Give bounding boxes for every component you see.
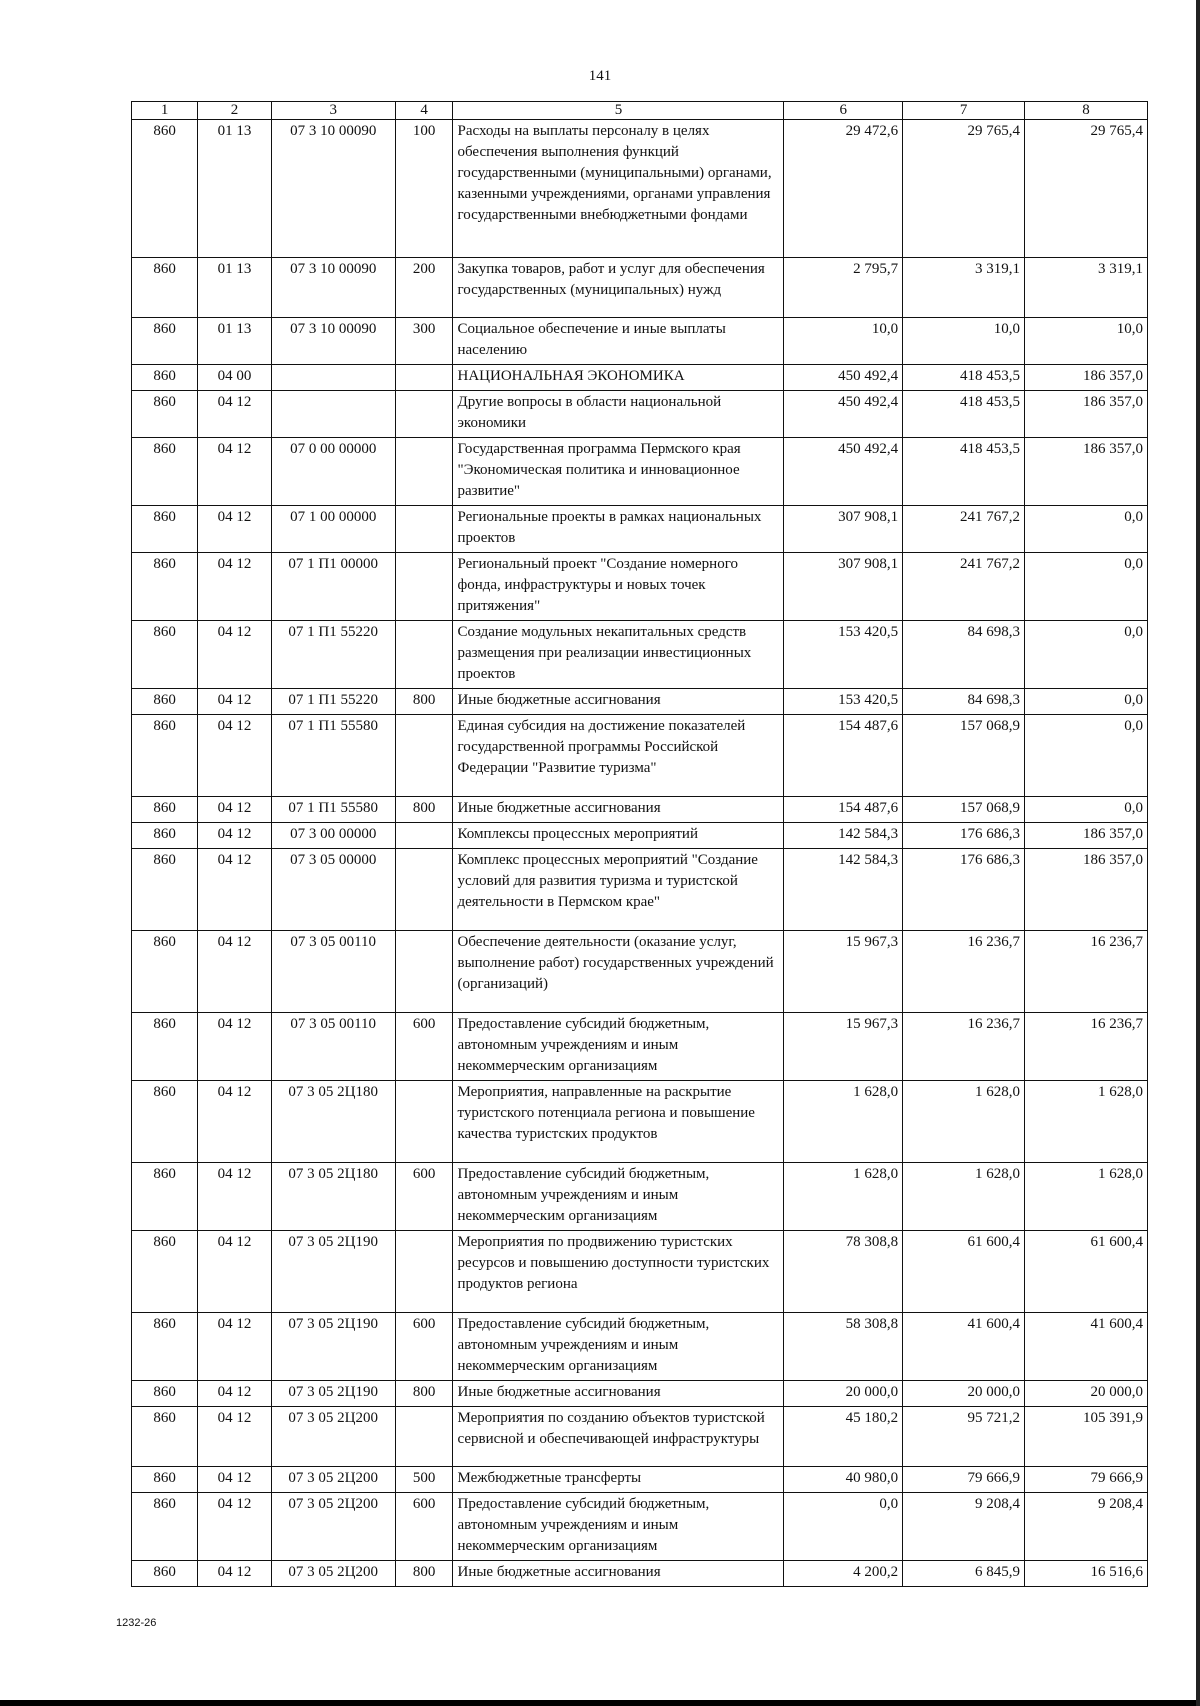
cell-expense-type bbox=[395, 1081, 453, 1163]
cell-amount-col7: 176 686,3 bbox=[903, 849, 1025, 931]
cell-target-article: 07 1 П1 55580 bbox=[271, 797, 395, 823]
cell-description: Предоставление субсидий бюджетным, автономным учреждениям и иным некоммерческим организациям bbox=[453, 1013, 784, 1081]
cell-target-article: 07 0 00 00000 bbox=[271, 438, 395, 506]
cell-description: Другие вопросы в области национальной экономики bbox=[453, 391, 784, 438]
table-row bbox=[132, 438, 1148, 506]
cell-amount-col6: 20 000,0 bbox=[784, 1381, 903, 1407]
cell-expense-type bbox=[395, 849, 453, 931]
cell-section: 04 12 bbox=[198, 438, 272, 506]
cell-description: Предоставление субсидий бюджетным, автономным учреждениям и иным некоммерческим организациям bbox=[453, 1493, 784, 1561]
cell-amount-col6: 58 308,8 bbox=[784, 1313, 903, 1381]
cell-section: 04 00 bbox=[198, 365, 272, 391]
cell-amount-col8: 61 600,4 bbox=[1025, 1231, 1148, 1313]
cell-section: 04 12 bbox=[198, 689, 272, 715]
cell-target-article bbox=[271, 391, 395, 438]
cell-amount-col7: 157 068,9 bbox=[903, 797, 1025, 823]
cell-description: Иные бюджетные ассигнования bbox=[453, 1561, 784, 1587]
cell-department: 860 bbox=[132, 1081, 198, 1163]
cell-section: 04 12 bbox=[198, 823, 272, 849]
cell-section: 04 12 bbox=[198, 849, 272, 931]
cell-amount-col8: 9 208,4 bbox=[1025, 1493, 1148, 1561]
cell-amount-col6: 450 492,4 bbox=[784, 365, 903, 391]
cell-amount-col7: 9 208,4 bbox=[903, 1493, 1025, 1561]
cell-amount-col7: 79 666,9 bbox=[903, 1467, 1025, 1493]
cell-target-article: 07 3 05 00000 bbox=[271, 849, 395, 931]
cell-amount-col7: 241 767,2 bbox=[903, 553, 1025, 621]
cell-target-article: 07 3 10 00090 bbox=[271, 258, 395, 318]
cell-description: Предоставление субсидий бюджетным, автономным учреждениям и иным некоммерческим организациям bbox=[453, 1313, 784, 1381]
cell-department: 860 bbox=[132, 1467, 198, 1493]
cell-section: 04 12 bbox=[198, 553, 272, 621]
table-row bbox=[132, 120, 1148, 258]
cell-target-article: 07 3 05 00110 bbox=[271, 1013, 395, 1081]
cell-description: Иные бюджетные ассигнования bbox=[453, 1381, 784, 1407]
cell-amount-col7: 10,0 bbox=[903, 318, 1025, 365]
cell-target-article: 07 1 00 00000 bbox=[271, 506, 395, 553]
cell-department: 860 bbox=[132, 438, 198, 506]
cell-expense-type bbox=[395, 931, 453, 1013]
cell-expense-type: 600 bbox=[395, 1163, 453, 1231]
column-header: 1 bbox=[132, 102, 198, 120]
cell-section: 04 12 bbox=[198, 1381, 272, 1407]
cell-description: Единая субсидия на достижение показателей государственной программы Российской Федерации "Развитие туризма" bbox=[453, 715, 784, 797]
cell-amount-col7: 16 236,7 bbox=[903, 931, 1025, 1013]
table-row bbox=[132, 621, 1148, 689]
table-row bbox=[132, 797, 1148, 823]
cell-target-article: 07 3 05 00110 bbox=[271, 931, 395, 1013]
cell-description: Региональный проект "Создание номерного фонда, инфраструктуры и новых точек притяжения" bbox=[453, 553, 784, 621]
cell-amount-col7: 3 319,1 bbox=[903, 258, 1025, 318]
cell-amount-col6: 1 628,0 bbox=[784, 1163, 903, 1231]
cell-amount-col8: 0,0 bbox=[1025, 553, 1148, 621]
cell-amount-col6: 78 308,8 bbox=[784, 1231, 903, 1313]
column-header: 7 bbox=[903, 102, 1025, 120]
table-row bbox=[132, 1561, 1148, 1587]
cell-amount-col7: 20 000,0 bbox=[903, 1381, 1025, 1407]
cell-section: 04 12 bbox=[198, 391, 272, 438]
cell-description: Иные бюджетные ассигнования bbox=[453, 689, 784, 715]
cell-expense-type bbox=[395, 1407, 453, 1467]
cell-expense-type: 800 bbox=[395, 689, 453, 715]
cell-section: 04 12 bbox=[198, 931, 272, 1013]
cell-target-article: 07 1 П1 55220 bbox=[271, 621, 395, 689]
cell-description: Межбюджетные трансферты bbox=[453, 1467, 784, 1493]
cell-department: 860 bbox=[132, 1313, 198, 1381]
cell-expense-type bbox=[395, 553, 453, 621]
cell-amount-col8: 186 357,0 bbox=[1025, 391, 1148, 438]
cell-department: 860 bbox=[132, 1407, 198, 1467]
cell-amount-col8: 1 628,0 bbox=[1025, 1081, 1148, 1163]
cell-description: НАЦИОНАЛЬНАЯ ЭКОНОМИКА bbox=[453, 365, 784, 391]
table-row bbox=[132, 365, 1148, 391]
cell-description: Мероприятия по продвижению туристских ресурсов и повышению доступности туристских продуктов региона bbox=[453, 1231, 784, 1313]
cell-amount-col8: 0,0 bbox=[1025, 621, 1148, 689]
cell-amount-col8: 16 236,7 bbox=[1025, 931, 1148, 1013]
table-row bbox=[132, 1407, 1148, 1467]
cell-description: Комплексы процессных мероприятий bbox=[453, 823, 784, 849]
cell-expense-type: 600 bbox=[395, 1313, 453, 1381]
cell-amount-col7: 176 686,3 bbox=[903, 823, 1025, 849]
column-header: 3 bbox=[271, 102, 395, 120]
table-row bbox=[132, 931, 1148, 1013]
cell-amount-col8: 3 319,1 bbox=[1025, 258, 1148, 318]
cell-section: 04 12 bbox=[198, 1561, 272, 1587]
cell-target-article: 07 3 05 2Ц200 bbox=[271, 1561, 395, 1587]
cell-amount-col7: 1 628,0 bbox=[903, 1081, 1025, 1163]
cell-section: 04 12 bbox=[198, 1013, 272, 1081]
cell-amount-col7: 6 845,9 bbox=[903, 1561, 1025, 1587]
cell-amount-col7: 418 453,5 bbox=[903, 365, 1025, 391]
cell-target-article: 07 3 05 2Ц200 bbox=[271, 1493, 395, 1561]
cell-amount-col7: 1 628,0 bbox=[903, 1163, 1025, 1231]
cell-amount-col6: 40 980,0 bbox=[784, 1467, 903, 1493]
cell-amount-col6: 142 584,3 bbox=[784, 849, 903, 931]
cell-section: 04 12 bbox=[198, 715, 272, 797]
cell-expense-type bbox=[395, 391, 453, 438]
cell-expense-type: 300 bbox=[395, 318, 453, 365]
cell-expense-type bbox=[395, 621, 453, 689]
cell-amount-col8: 0,0 bbox=[1025, 715, 1148, 797]
scan-edge bbox=[0, 1700, 1200, 1706]
cell-amount-col6: 450 492,4 bbox=[784, 438, 903, 506]
cell-expense-type: 800 bbox=[395, 1381, 453, 1407]
cell-department: 860 bbox=[132, 1163, 198, 1231]
cell-department: 860 bbox=[132, 689, 198, 715]
cell-target-article: 07 1 П1 00000 bbox=[271, 553, 395, 621]
cell-amount-col8: 20 000,0 bbox=[1025, 1381, 1148, 1407]
cell-expense-type: 500 bbox=[395, 1467, 453, 1493]
cell-amount-col8: 0,0 bbox=[1025, 689, 1148, 715]
cell-amount-col6: 0,0 bbox=[784, 1493, 903, 1561]
cell-section: 01 13 bbox=[198, 258, 272, 318]
cell-description: Государственная программа Пермского края "Экономическая политика и инновационное развитие" bbox=[453, 438, 784, 506]
cell-expense-type bbox=[395, 1231, 453, 1313]
cell-amount-col6: 153 420,5 bbox=[784, 621, 903, 689]
cell-expense-type bbox=[395, 823, 453, 849]
cell-description: Социальное обеспечение и иные выплаты населению bbox=[453, 318, 784, 365]
cell-description: Мероприятия по созданию объектов туристской сервисной и обеспечивающей инфраструктуры bbox=[453, 1407, 784, 1467]
cell-target-article: 07 1 П1 55220 bbox=[271, 689, 395, 715]
table-row bbox=[132, 506, 1148, 553]
document-code: 1232-26 bbox=[116, 1617, 157, 1629]
page-number: 141 bbox=[588, 68, 612, 84]
cell-department: 860 bbox=[132, 1013, 198, 1081]
cell-amount-col7: 29 765,4 bbox=[903, 120, 1025, 258]
cell-department: 860 bbox=[132, 365, 198, 391]
table-row bbox=[132, 1231, 1148, 1313]
cell-amount-col6: 15 967,3 bbox=[784, 931, 903, 1013]
table-row bbox=[132, 1313, 1148, 1381]
cell-section: 04 12 bbox=[198, 506, 272, 553]
table-row bbox=[132, 715, 1148, 797]
column-header: 8 bbox=[1025, 102, 1148, 120]
cell-amount-col8: 186 357,0 bbox=[1025, 849, 1148, 931]
cell-department: 860 bbox=[132, 1493, 198, 1561]
cell-department: 860 bbox=[132, 1231, 198, 1313]
cell-department: 860 bbox=[132, 318, 198, 365]
cell-amount-col8: 41 600,4 bbox=[1025, 1313, 1148, 1381]
table-row bbox=[132, 318, 1148, 365]
cell-amount-col8: 186 357,0 bbox=[1025, 438, 1148, 506]
cell-expense-type: 800 bbox=[395, 797, 453, 823]
cell-amount-col6: 450 492,4 bbox=[784, 391, 903, 438]
cell-target-article: 07 3 00 00000 bbox=[271, 823, 395, 849]
cell-amount-col6: 15 967,3 bbox=[784, 1013, 903, 1081]
cell-amount-col6: 154 487,6 bbox=[784, 715, 903, 797]
cell-department: 860 bbox=[132, 797, 198, 823]
cell-amount-col6: 307 908,1 bbox=[784, 553, 903, 621]
cell-target-article bbox=[271, 365, 395, 391]
cell-amount-col8: 1 628,0 bbox=[1025, 1163, 1148, 1231]
cell-target-article: 07 3 05 2Ц190 bbox=[271, 1231, 395, 1313]
cell-section: 04 12 bbox=[198, 621, 272, 689]
cell-amount-col6: 1 628,0 bbox=[784, 1081, 903, 1163]
cell-description: Расходы на выплаты персоналу в целях обеспечения выполнения функций государственными (муниципальными) органами, казенными учреждениями, органами управления государственными внебюджетными фондами bbox=[453, 120, 784, 258]
cell-department: 860 bbox=[132, 823, 198, 849]
cell-amount-col8: 10,0 bbox=[1025, 318, 1148, 365]
cell-description: Обеспечение деятельности (оказание услуг, выполнение работ) государственных учреждений (организаций) bbox=[453, 931, 784, 1013]
cell-amount-col6: 10,0 bbox=[784, 318, 903, 365]
table-row bbox=[132, 1381, 1148, 1407]
cell-expense-type bbox=[395, 715, 453, 797]
table-row bbox=[132, 689, 1148, 715]
cell-amount-col8: 186 357,0 bbox=[1025, 365, 1148, 391]
cell-target-article: 07 3 05 2Ц190 bbox=[271, 1313, 395, 1381]
cell-target-article: 07 3 05 2Ц200 bbox=[271, 1407, 395, 1467]
cell-description: Закупка товаров, работ и услуг для обеспечения государственных (муниципальных) нужд bbox=[453, 258, 784, 318]
cell-amount-col7: 84 698,3 bbox=[903, 621, 1025, 689]
cell-expense-type bbox=[395, 506, 453, 553]
cell-amount-col8: 0,0 bbox=[1025, 506, 1148, 553]
cell-expense-type bbox=[395, 438, 453, 506]
table-row bbox=[132, 849, 1148, 931]
column-header: 4 bbox=[395, 102, 453, 120]
cell-target-article: 07 3 05 2Ц190 bbox=[271, 1381, 395, 1407]
cell-section: 04 12 bbox=[198, 1407, 272, 1467]
cell-target-article: 07 1 П1 55580 bbox=[271, 715, 395, 797]
cell-target-article: 07 3 05 2Ц180 bbox=[271, 1163, 395, 1231]
cell-section: 04 12 bbox=[198, 1467, 272, 1493]
cell-department: 860 bbox=[132, 391, 198, 438]
cell-target-article: 07 3 10 00090 bbox=[271, 318, 395, 365]
table-row bbox=[132, 258, 1148, 318]
cell-target-article: 07 3 05 2Ц200 bbox=[271, 1467, 395, 1493]
cell-target-article: 07 3 05 2Ц180 bbox=[271, 1081, 395, 1163]
cell-amount-col7: 41 600,4 bbox=[903, 1313, 1025, 1381]
cell-amount-col8: 0,0 bbox=[1025, 797, 1148, 823]
cell-section: 01 13 bbox=[198, 120, 272, 258]
cell-amount-col7: 84 698,3 bbox=[903, 689, 1025, 715]
cell-section: 04 12 bbox=[198, 1163, 272, 1231]
cell-department: 860 bbox=[132, 258, 198, 318]
table-body bbox=[132, 120, 1148, 1587]
cell-section: 04 12 bbox=[198, 1493, 272, 1561]
column-header: 2 bbox=[198, 102, 272, 120]
cell-department: 860 bbox=[132, 715, 198, 797]
cell-description: Комплекс процессных мероприятий "Создание условий для развития туризма и туристской деятельности в Пермском крае" bbox=[453, 849, 784, 931]
cell-description: Предоставление субсидий бюджетным, автономным учреждениям и иным некоммерческим организациям bbox=[453, 1163, 784, 1231]
table-row bbox=[132, 553, 1148, 621]
cell-description: Региональные проекты в рамках национальных проектов bbox=[453, 506, 784, 553]
cell-description: Иные бюджетные ассигнования bbox=[453, 797, 784, 823]
cell-expense-type bbox=[395, 365, 453, 391]
cell-amount-col8: 105 391,9 bbox=[1025, 1407, 1148, 1467]
cell-department: 860 bbox=[132, 1561, 198, 1587]
scan-edge bbox=[1196, 0, 1200, 1706]
cell-department: 860 bbox=[132, 120, 198, 258]
cell-section: 04 12 bbox=[198, 1081, 272, 1163]
table-row bbox=[132, 391, 1148, 438]
cell-amount-col7: 95 721,2 bbox=[903, 1407, 1025, 1467]
table-row bbox=[132, 823, 1148, 849]
cell-amount-col7: 61 600,4 bbox=[903, 1231, 1025, 1313]
table-row bbox=[132, 1081, 1148, 1163]
cell-section: 04 12 bbox=[198, 1231, 272, 1313]
cell-amount-col6: 2 795,7 bbox=[784, 258, 903, 318]
cell-amount-col7: 157 068,9 bbox=[903, 715, 1025, 797]
column-header: 5 bbox=[453, 102, 784, 120]
cell-amount-col6: 29 472,6 bbox=[784, 120, 903, 258]
cell-amount-col6: 4 200,2 bbox=[784, 1561, 903, 1587]
cell-department: 860 bbox=[132, 506, 198, 553]
cell-amount-col6: 142 584,3 bbox=[784, 823, 903, 849]
cell-amount-col6: 153 420,5 bbox=[784, 689, 903, 715]
column-header: 6 bbox=[784, 102, 903, 120]
cell-expense-type: 600 bbox=[395, 1493, 453, 1561]
budget-table bbox=[131, 101, 1148, 1587]
table-row bbox=[132, 1013, 1148, 1081]
cell-description: Мероприятия, направленные на раскрытие туристского потенциала региона и повышение качества туристских продуктов bbox=[453, 1081, 784, 1163]
cell-department: 860 bbox=[132, 1381, 198, 1407]
table-header-row bbox=[132, 102, 1148, 120]
cell-amount-col7: 418 453,5 bbox=[903, 438, 1025, 506]
cell-department: 860 bbox=[132, 849, 198, 931]
cell-target-article: 07 3 10 00090 bbox=[271, 120, 395, 258]
cell-section: 04 12 bbox=[198, 797, 272, 823]
cell-expense-type: 100 bbox=[395, 120, 453, 258]
cell-section: 04 12 bbox=[198, 1313, 272, 1381]
cell-department: 860 bbox=[132, 621, 198, 689]
cell-amount-col8: 16 236,7 bbox=[1025, 1013, 1148, 1081]
cell-department: 860 bbox=[132, 931, 198, 1013]
table-row bbox=[132, 1163, 1148, 1231]
cell-department: 860 bbox=[132, 553, 198, 621]
cell-amount-col8: 186 357,0 bbox=[1025, 823, 1148, 849]
cell-amount-col6: 154 487,6 bbox=[784, 797, 903, 823]
cell-description: Создание модульных некапитальных средств размещения при реализации инвестиционных проектов bbox=[453, 621, 784, 689]
cell-amount-col7: 418 453,5 bbox=[903, 391, 1025, 438]
cell-amount-col8: 29 765,4 bbox=[1025, 120, 1148, 258]
cell-amount-col8: 16 516,6 bbox=[1025, 1561, 1148, 1587]
cell-amount-col7: 241 767,2 bbox=[903, 506, 1025, 553]
cell-section: 01 13 bbox=[198, 318, 272, 365]
table-row bbox=[132, 1467, 1148, 1493]
cell-amount-col8: 79 666,9 bbox=[1025, 1467, 1148, 1493]
table-row bbox=[132, 1493, 1148, 1561]
cell-amount-col7: 16 236,7 bbox=[903, 1013, 1025, 1081]
cell-expense-type: 200 bbox=[395, 258, 453, 318]
cell-expense-type: 800 bbox=[395, 1561, 453, 1587]
cell-expense-type: 600 bbox=[395, 1013, 453, 1081]
cell-amount-col6: 307 908,1 bbox=[784, 506, 903, 553]
cell-amount-col6: 45 180,2 bbox=[784, 1407, 903, 1467]
